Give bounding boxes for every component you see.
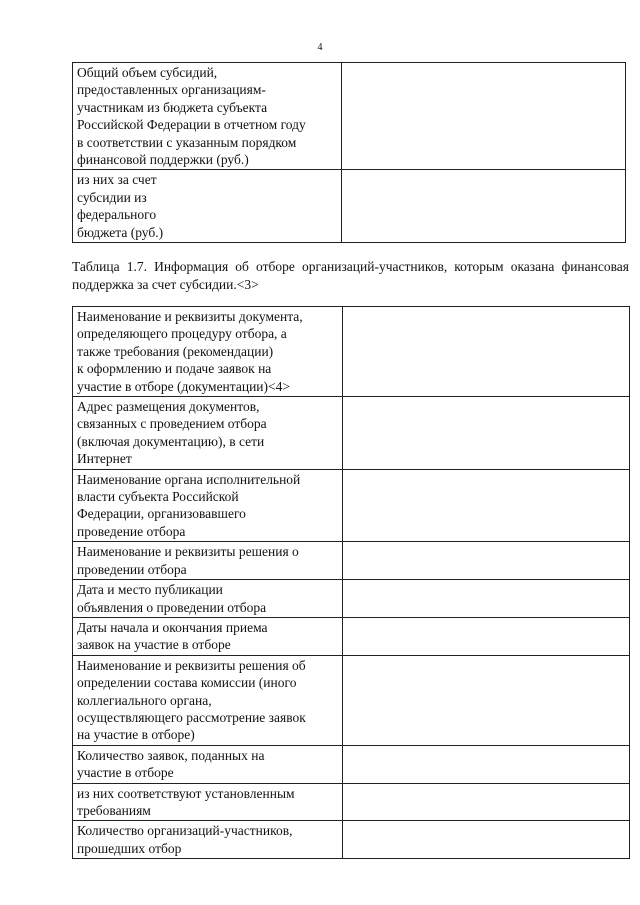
table-row <box>73 783 630 821</box>
row-value-cell <box>343 469 630 542</box>
row-value-cell <box>342 170 626 243</box>
row-value-cell <box>343 580 630 618</box>
row-label: Наименование органа исполнительной власти субъекта Российской Федерации, организовавшего проведение отбора <box>73 469 343 542</box>
row-label: Наименование и реквизиты документа, определяющего процедуру отбора, а также требования (рекомендации) к оформлению и подаче заявок на участие в отборе (документации)<4> <box>73 307 343 397</box>
table-row <box>73 469 630 542</box>
row-label: Количество заявок, поданных на участие в отборе <box>73 745 343 783</box>
subsidy-volume-table <box>72 62 626 243</box>
page-number: 4 <box>317 42 323 53</box>
row-label: Общий объем субсидий, предоставленных организациям- участникам из бюджета субъекта Российской Федерации в отчетном году в соответствии с указанным порядком финансовой поддержки (руб.) <box>73 63 342 170</box>
table-caption: Таблица 1.7. Информация об отборе организаций-участников, которым оказана финансовая поддержка за счет субсидии.<3> <box>72 259 629 292</box>
row-value-cell <box>343 542 630 580</box>
row-value-cell <box>343 307 630 397</box>
row-value-cell <box>343 783 630 821</box>
table-row <box>73 542 630 580</box>
table-row <box>73 655 630 745</box>
row-label: Даты начала и окончания приема заявок на участие в отборе <box>73 617 343 655</box>
table-row <box>73 397 630 470</box>
table-row <box>73 821 630 859</box>
row-label: Количество организаций-участников, прошедших отбор <box>73 821 343 859</box>
row-value-cell <box>343 397 630 470</box>
table-row <box>73 170 626 243</box>
row-value-cell <box>343 617 630 655</box>
table-row <box>73 307 630 397</box>
row-value-cell <box>343 821 630 859</box>
row-value-cell <box>343 745 630 783</box>
table-row <box>73 580 630 618</box>
row-value-cell <box>343 655 630 745</box>
selection-info-table <box>72 306 630 859</box>
table-row <box>73 63 626 170</box>
row-label: Адрес размещения документов, связанных с проведением отбора (включая документацию), в сети Интернет <box>73 397 343 470</box>
row-label: Наименование и реквизиты решения о проведении отбора <box>73 542 343 580</box>
row-label: из них за счет субсидии из федерального бюджета (руб.) <box>73 170 342 243</box>
row-value-cell <box>342 63 626 170</box>
row-label: Дата и место публикации объявления о проведении отбора <box>73 580 343 618</box>
row-label: Наименование и реквизиты решения об определении состава комиссии (иного коллегиального органа, осуществляющего рассмотрение заявок на участие в отборе) <box>73 655 343 745</box>
row-label: из них соответствуют установленным требованиям <box>73 783 343 821</box>
table-row <box>73 745 630 783</box>
table-row <box>73 617 630 655</box>
